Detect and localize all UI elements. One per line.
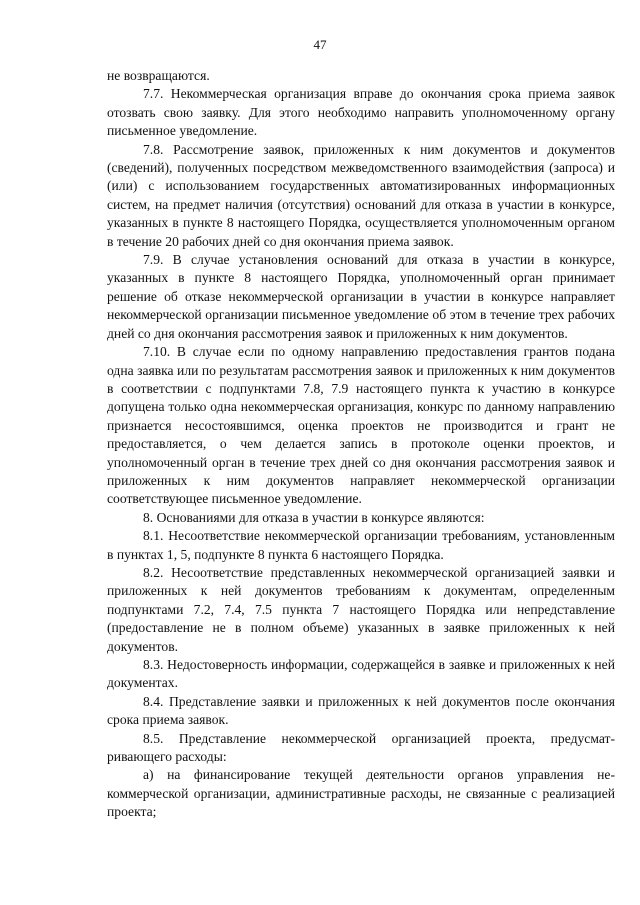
paragraph-7-7: 7.7. Некоммерческая организация вправе до окончания срока приема заявок отозвать свою заявку. Для этого необходимо направить уполномоченному органу письменное уведомление. bbox=[107, 86, 615, 139]
paragraph-8-2: 8.2. Несоответствие представленных некоммерческой организацией заявки и приложенных к ней документов требованиям к документам, определенным подпунктами 7.2, 7.4, 7.5 пункта 7 настоящего Порядка или непредставление (предоставление не в полном объеме) указанных в заявке приложенных к ней документов. bbox=[107, 564, 615, 654]
paragraph-8-1: 8.1. Несоответствие некоммерческой организации требованиям, установленным в пунктах 1, 5, подпункте 8 пункта 6 настоящего Порядка. bbox=[107, 528, 615, 562]
document-body bbox=[107, 67, 615, 822]
paragraph-8-5: 8.5. Представление некоммерческой организацией проекта, предусматривающего расходы: bbox=[107, 730, 615, 765]
paragraph-8-4: 8.4. Представление заявки и приложенных к ней документов после окончания срока приема заявок. bbox=[107, 693, 615, 728]
paragraph-8-5-a: а) на финансирование текущей деятельности органов управления некоммерческой организации, административные расходы, не связанные с реализацией проекта; bbox=[107, 767, 615, 820]
paragraph-7-10: 7.10. В случае если по одному направлению предоставления грантов подана одна заявка или по результатам рассмотрения заявок и приложенных к ним документов в соответствии с подпунктами 7.8, 7.9 настоящего пункта к участию в конкурсе допущена только одна некоммерческая организация, конкурс по данному направлению признается несостоявшимся, оценка проектов не производится и грант не предоставляется, о чем делается запись в протоколе оценки проектов, и уполномоченный орган в течение трех дней со дня окончания рассмотрения заявок и приложенных к ним документов направляет некоммерческой организации соответствующее письменное уведомление. bbox=[107, 344, 615, 507]
paragraph-8-3: 8.3. Недостоверность информации, содержащейся в заявке и приложенных к ней документах. bbox=[107, 657, 615, 691]
paragraph-7-8: 7.8. Рассмотрение заявок, приложенных к ним документов и документов (сведений), полученных посредством межведомственного взаимодействия (запроса) и (или) с использованием государственных автоматизированных информационных систем, на предмет наличия (отсутствия) оснований для отказа в участии в конкурсе, указанных в пункте 8 настоящего Порядка, осуществляется уполномоченным органом в течение 20 рабочих дней со дня окончания приема заявок. bbox=[107, 141, 615, 249]
paragraph-7-9: 7.9. В случае установления оснований для отказа в участии в конкурсе, указанных в пункте 8 настоящего Порядка, уполномоченный орган принимает решение об отказе некоммерческой организации в участии в конкурсе направляет некоммерческой организации письменное уведомление об этом в течение трех рабочих дней со дня окончания рассмотрения заявок и приложенных к ним документов. bbox=[107, 252, 615, 341]
page-number: 47 bbox=[313, 37, 327, 52]
paragraph-8: 8. Основаниями для отказа в участии в конкурсе являются: bbox=[143, 509, 485, 525]
paragraph-continuation: не возвращаются. bbox=[107, 68, 210, 83]
